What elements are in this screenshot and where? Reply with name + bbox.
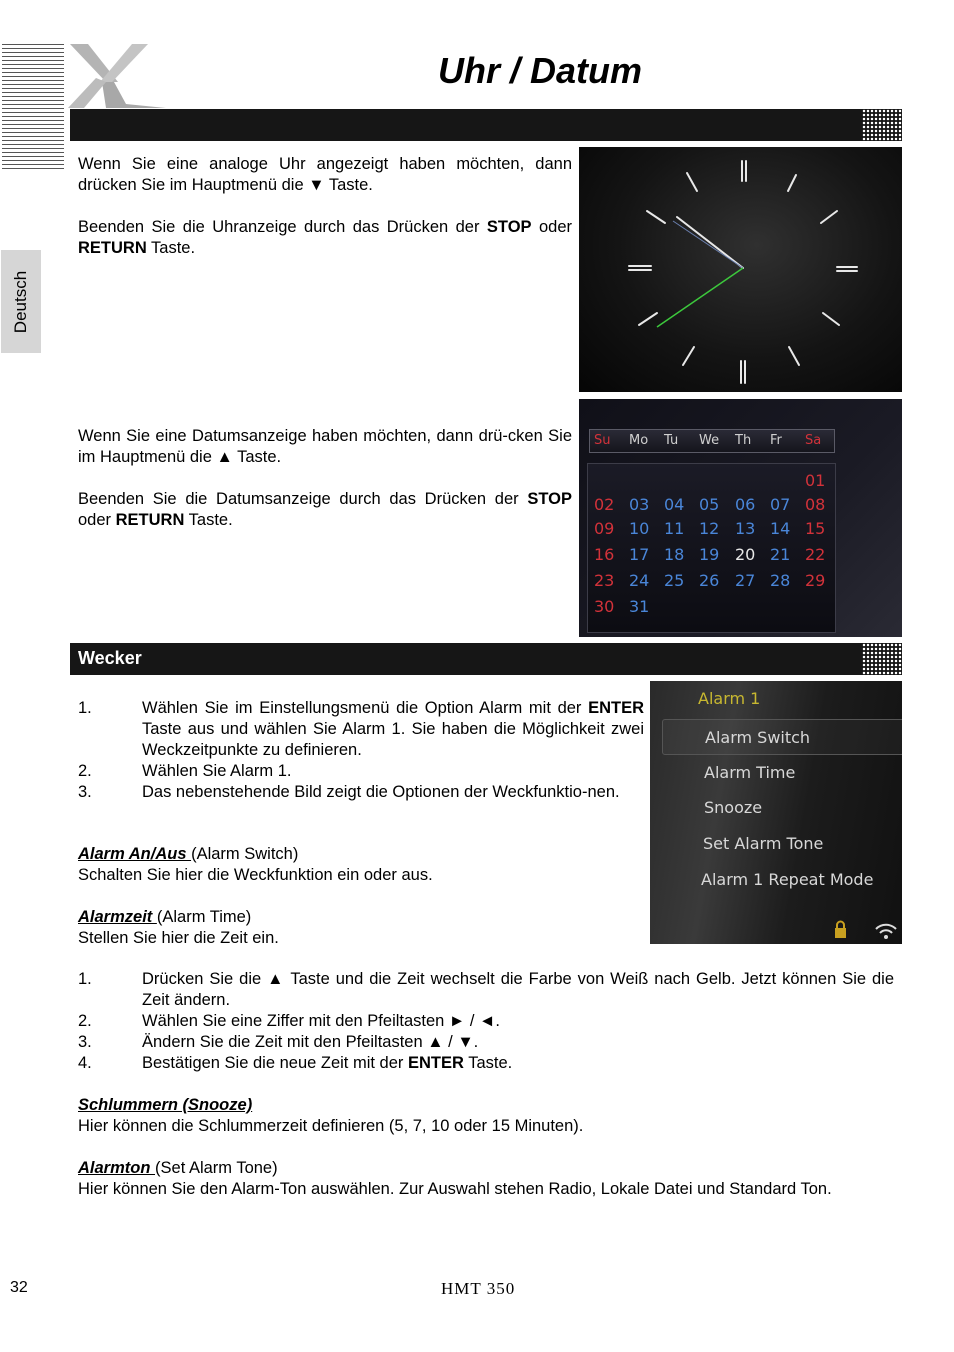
text-span: Wählen Sie im Einstellungsmenü die Option Alarm mit der xyxy=(142,699,589,717)
list-item-text xyxy=(142,1011,894,1032)
text-span: Beenden Sie die Uhranzeige durch das Drücken der xyxy=(78,218,487,236)
calendar-day: 02 xyxy=(594,495,615,514)
text-span: Taste. xyxy=(463,1054,513,1072)
bar-dot-pattern xyxy=(862,109,902,141)
list-item xyxy=(78,698,644,761)
page-title: Uhr / Datum xyxy=(437,50,642,91)
wifi-icon xyxy=(874,921,898,941)
stop-key-label: STOP xyxy=(486,218,532,236)
text-span: Wählen Sie eine Ziffer mit den Pfeiltasten ► / ◄. xyxy=(142,1012,500,1030)
list-item-number: 2. xyxy=(78,1012,92,1030)
calendar-day: 22 xyxy=(805,545,826,564)
snooze-text: Hier können die Schlummerzeit definieren (5, 7, 10 oder 15 Minuten). xyxy=(78,1117,584,1135)
calendar-day: 29 xyxy=(805,571,826,590)
alarm-time-heading: Alarmzeit xyxy=(78,908,157,926)
list-item xyxy=(78,1032,894,1053)
lock-icon xyxy=(830,919,852,941)
alarm-time-text: Stellen Sie hier die Zeit ein. xyxy=(78,929,279,947)
calendar-weekday: We xyxy=(699,433,720,448)
calendar-day: 23 xyxy=(594,571,615,590)
calendar-day: 18 xyxy=(664,545,685,564)
calendar-day: 27 xyxy=(735,571,756,590)
list-item xyxy=(78,969,894,1011)
calendar-day: 20 xyxy=(735,545,756,564)
clock-para-2 xyxy=(78,217,572,259)
alarm-tone-heading: Alarmton xyxy=(78,1159,156,1177)
calendar-day: 19 xyxy=(699,545,720,564)
calendar-day: 13 xyxy=(735,519,756,538)
text-span: Ändern Sie die Zeit mit den Pfeiltasten ▲ / ▼. xyxy=(142,1033,479,1051)
section-heading-wecker: Wecker xyxy=(78,648,142,668)
calendar-day: 24 xyxy=(629,571,650,590)
language-tab xyxy=(1,250,41,353)
calendar-day: 01 xyxy=(805,471,826,490)
calendar-screenshot xyxy=(579,399,902,637)
calendar-day: 21 xyxy=(770,545,791,564)
calendar-day: 07 xyxy=(770,495,791,514)
return-key-label: RETURN xyxy=(115,511,185,529)
calendar-weekday: Fr xyxy=(770,433,782,448)
alarm-switch-text: Schalten Sie hier die Weckfunktion ein oder aus. xyxy=(78,866,433,884)
list-item-number: 2. xyxy=(78,762,92,780)
date-para-1: Wenn Sie eine Datumsanzeige haben möchten, dann drü-cken Sie im Hauptmenü die ▲ Taste. xyxy=(78,427,572,466)
calendar-weekday: Tu xyxy=(664,433,679,448)
alarm-menu-item-snooze[interactable]: Snooze xyxy=(704,798,763,817)
list-item xyxy=(78,1053,894,1074)
calendar-day: 17 xyxy=(629,545,650,564)
page-number: 32 xyxy=(10,1279,28,1296)
alarm-menu-screenshot xyxy=(650,681,902,944)
snooze-heading: Schlummern (Snooze) xyxy=(78,1096,253,1114)
text-span: Taste aus und wählen Sie Alarm 1. Sie haben die Möglichkeit zwei Weckzeitpunkte zu definieren. xyxy=(142,720,644,759)
alarm-menu-item-time[interactable]: Alarm Time xyxy=(704,763,796,782)
alarm-tone-text: Hier können Sie den Alarm-Ton auswählen. Zur Auswahl stehen Radio, Lokale Datei und Standard Ton. xyxy=(78,1180,832,1198)
calendar-day: 12 xyxy=(699,519,720,538)
calendar-day: 28 xyxy=(770,571,791,590)
list-item-number: 4. xyxy=(78,1054,92,1072)
calendar-day: 31 xyxy=(629,597,650,616)
calendar-day: 10 xyxy=(629,519,650,538)
clock-instructions xyxy=(78,154,572,259)
text-span: Taste. xyxy=(184,511,233,529)
text-span: Beenden Sie die Datumsanzeige durch das Drücken der xyxy=(78,490,528,508)
alarm-switch-heading-line xyxy=(78,844,644,865)
return-key-label: RETURN xyxy=(78,239,147,257)
product-name: HMT 350 xyxy=(441,1279,516,1298)
wecker-steps-list xyxy=(78,698,644,803)
list-item-number: 1. xyxy=(78,970,92,988)
snooze-heading-line xyxy=(78,1095,894,1116)
section-bar-top xyxy=(70,109,902,141)
date-para-2 xyxy=(78,489,572,531)
calendar-weekday: Th xyxy=(735,433,752,448)
list-item-text xyxy=(142,698,644,761)
calendar-day: 06 xyxy=(735,495,756,514)
list-item-number: 3. xyxy=(78,783,92,801)
alarm-time-paren: (Alarm Time) xyxy=(156,908,252,926)
calendar-weekday: Sa xyxy=(805,433,822,448)
alarm-menu-title: Alarm 1 xyxy=(698,689,761,708)
brand-x-logo xyxy=(66,42,168,110)
analog-clock-screenshot xyxy=(579,147,902,392)
list-item-text xyxy=(142,1053,894,1074)
text-span: Taste. xyxy=(146,239,196,257)
calendar-day: 09 xyxy=(594,519,615,538)
alarm-menu-item-tone[interactable]: Set Alarm Tone xyxy=(703,834,824,853)
calendar-day: 14 xyxy=(770,519,791,538)
calendar-day: 30 xyxy=(594,597,615,616)
alarm-tone-heading-line xyxy=(78,1158,894,1179)
calendar-day: 03 xyxy=(629,495,650,514)
list-item-number: 3. xyxy=(78,1033,92,1051)
snooze-tone-block xyxy=(78,1095,894,1200)
clock-para-1: Wenn Sie eine analoge Uhr angezeigt haben möchten, dann drücken Sie im Hauptmenü die ▼ Taste. xyxy=(78,155,572,194)
time-steps-list xyxy=(78,969,894,1074)
section-bar-wecker xyxy=(70,643,902,675)
text-span: oder xyxy=(78,511,116,529)
alarm-tone-paren: (Set Alarm Tone) xyxy=(155,1159,278,1177)
alarm-menu-item-switch[interactable]: Alarm Switch xyxy=(705,728,811,747)
calendar-day: 25 xyxy=(664,571,685,590)
text-span: Das nebenstehende Bild zeigt die Optionen der Weckfunktio-nen. xyxy=(142,783,620,801)
alarm-time-heading-line xyxy=(78,907,644,928)
calendar-day: 15 xyxy=(805,519,826,538)
enter-key-label: ENTER xyxy=(588,699,644,717)
stop-key-label: STOP xyxy=(527,490,572,508)
calendar-day: 05 xyxy=(699,495,720,514)
text-span: Drücken Sie die ▲ Taste und die Zeit wechselt die Farbe von Weiß nach Gelb. Jetzt können Sie die Zeit ändern. xyxy=(142,970,894,1009)
list-item-text xyxy=(142,761,644,782)
enter-key-label: ENTER xyxy=(407,1054,464,1072)
alarm-switch-block xyxy=(78,844,644,949)
list-item-text xyxy=(142,969,894,1011)
list-item-text xyxy=(142,782,644,803)
list-item xyxy=(78,761,644,782)
date-instructions xyxy=(78,426,572,531)
alarm-switch-paren: (Alarm Switch) xyxy=(191,845,299,863)
list-item-number: 1. xyxy=(78,699,92,717)
text-span: Wählen Sie Alarm 1. xyxy=(142,762,292,780)
alarm-switch-heading: Alarm An/Aus xyxy=(78,845,192,863)
header-stripes xyxy=(2,44,64,172)
bar-dot-pattern xyxy=(862,643,902,675)
calendar-weekday: Mo xyxy=(629,433,649,448)
text-span: oder xyxy=(531,218,572,236)
analog-clock-face xyxy=(579,147,902,392)
calendar-day: 11 xyxy=(664,519,685,538)
calendar-day: 26 xyxy=(699,571,720,590)
calendar-day: 16 xyxy=(594,545,615,564)
language-tab-label: Deutsch xyxy=(11,270,30,333)
text-span: Bestätigen Sie die neue Zeit mit der xyxy=(142,1054,408,1072)
calendar-day: 08 xyxy=(805,495,826,514)
list-item xyxy=(78,782,644,803)
calendar-day: 04 xyxy=(664,495,685,514)
calendar-weekday: Su xyxy=(594,433,611,448)
list-item-text xyxy=(142,1032,894,1053)
alarm-menu-item-repeat[interactable]: Alarm 1 Repeat Mode xyxy=(701,870,874,889)
list-item xyxy=(78,1011,894,1032)
